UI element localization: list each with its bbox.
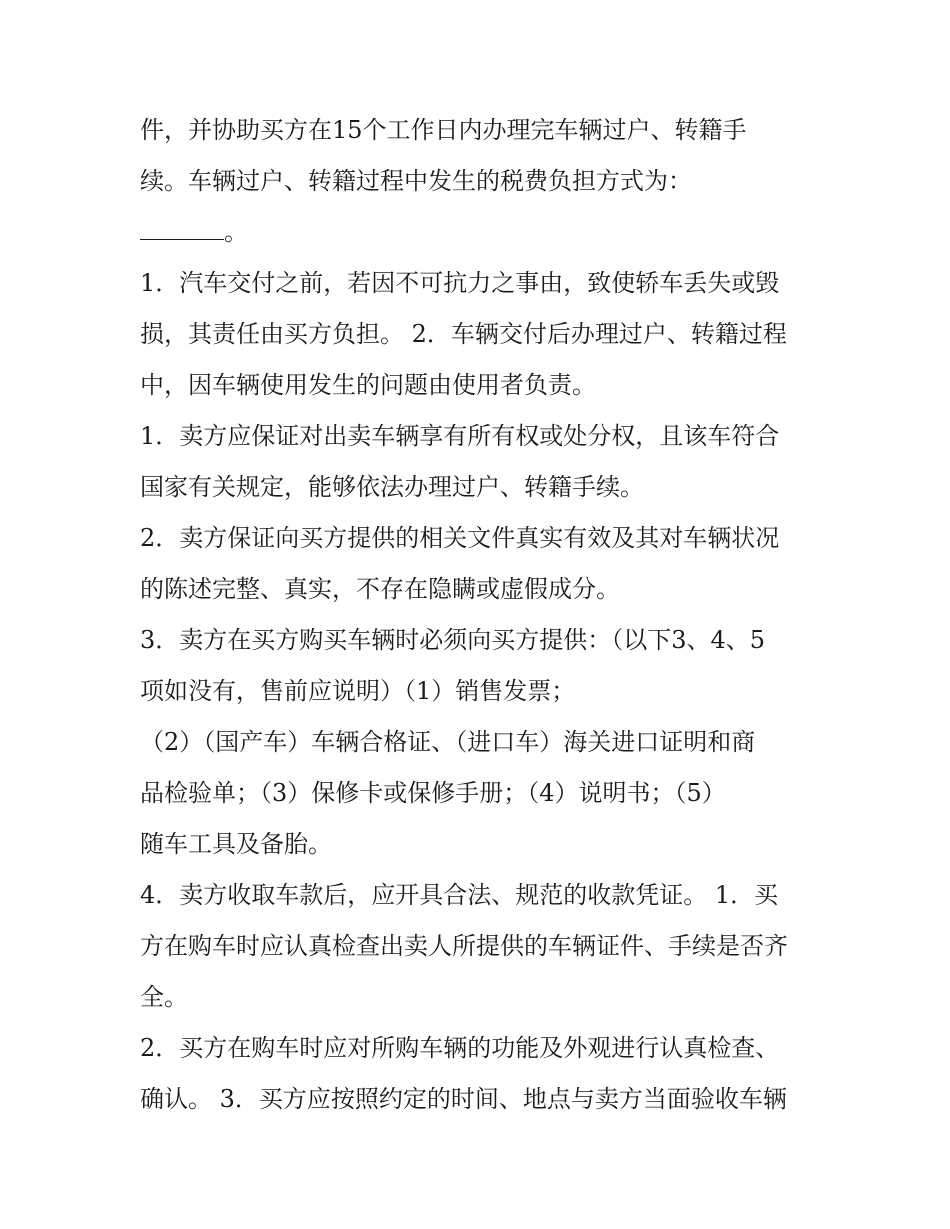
text-line-14: 品检验单；（3）保修卡或保修手册；（4）说明书；（5） <box>140 779 726 807</box>
text-line-1: 件，并协助买方在15个工作日内办理完车辆过户、转籍手 <box>140 116 747 144</box>
text-line-20: 确认。 3．买方应按照约定的时间、地点与卖方当面验收车辆 <box>140 1085 787 1113</box>
text-line-13: （2）（国产车）车辆合格证、（进口车）海关进口证明和商 <box>140 728 756 756</box>
text-line-2: 续。车辆过户、转籍过程中发生的税费负担方式为： <box>140 167 692 195</box>
text-line-6: 中，因车辆使用发生的问题由使用者负责。 <box>140 371 596 399</box>
text-line-19: 2．买方在购车时应对所购车辆的功能及外观进行认真检查、 <box>140 1034 780 1062</box>
text-line-11: 3．卖方在买方购买车辆时必须向买方提供：（以下3、4、5 <box>140 626 766 654</box>
text-line-12: 项如没有，售前应说明）（1）销售发票； <box>140 677 576 705</box>
text-line-7: 1．卖方应保证对出卖车辆享有所有权或处分权，且该车符合 <box>140 422 780 450</box>
text-line-10: 的陈述完整、真实，不存在隐瞒或虚假成分。 <box>140 575 620 603</box>
text-line-9: 2．卖方保证向买方提供的相关文件真实有效及其对车辆状况 <box>140 524 780 552</box>
text-line-5: 损，其责任由买方负担。 2．车辆交付后办理过户、转籍过程 <box>140 320 787 348</box>
text-line-17: 方在购车时应认真检查出卖人所提供的车辆证件、手续是否齐 <box>140 932 788 960</box>
text-line-15: 随车工具及备胎。 <box>140 830 332 858</box>
text-line-4: 1．汽车交付之前，若因不可抗力之事由，致使轿车丢失或毁 <box>140 269 780 297</box>
text-line-8: 国家有关规定，能够依法办理过户、转籍手续。 <box>140 473 644 501</box>
document-body <box>140 105 820 1125</box>
text-line-16: 4．卖方收取车款后，应开具合法、规范的收款凭证。 1．买 <box>140 881 779 909</box>
blank-line-period: 。 <box>224 218 248 246</box>
fill-in-blank <box>140 209 224 240</box>
text-line-18: 全。 <box>140 983 188 1011</box>
text-line-3 <box>140 207 820 258</box>
